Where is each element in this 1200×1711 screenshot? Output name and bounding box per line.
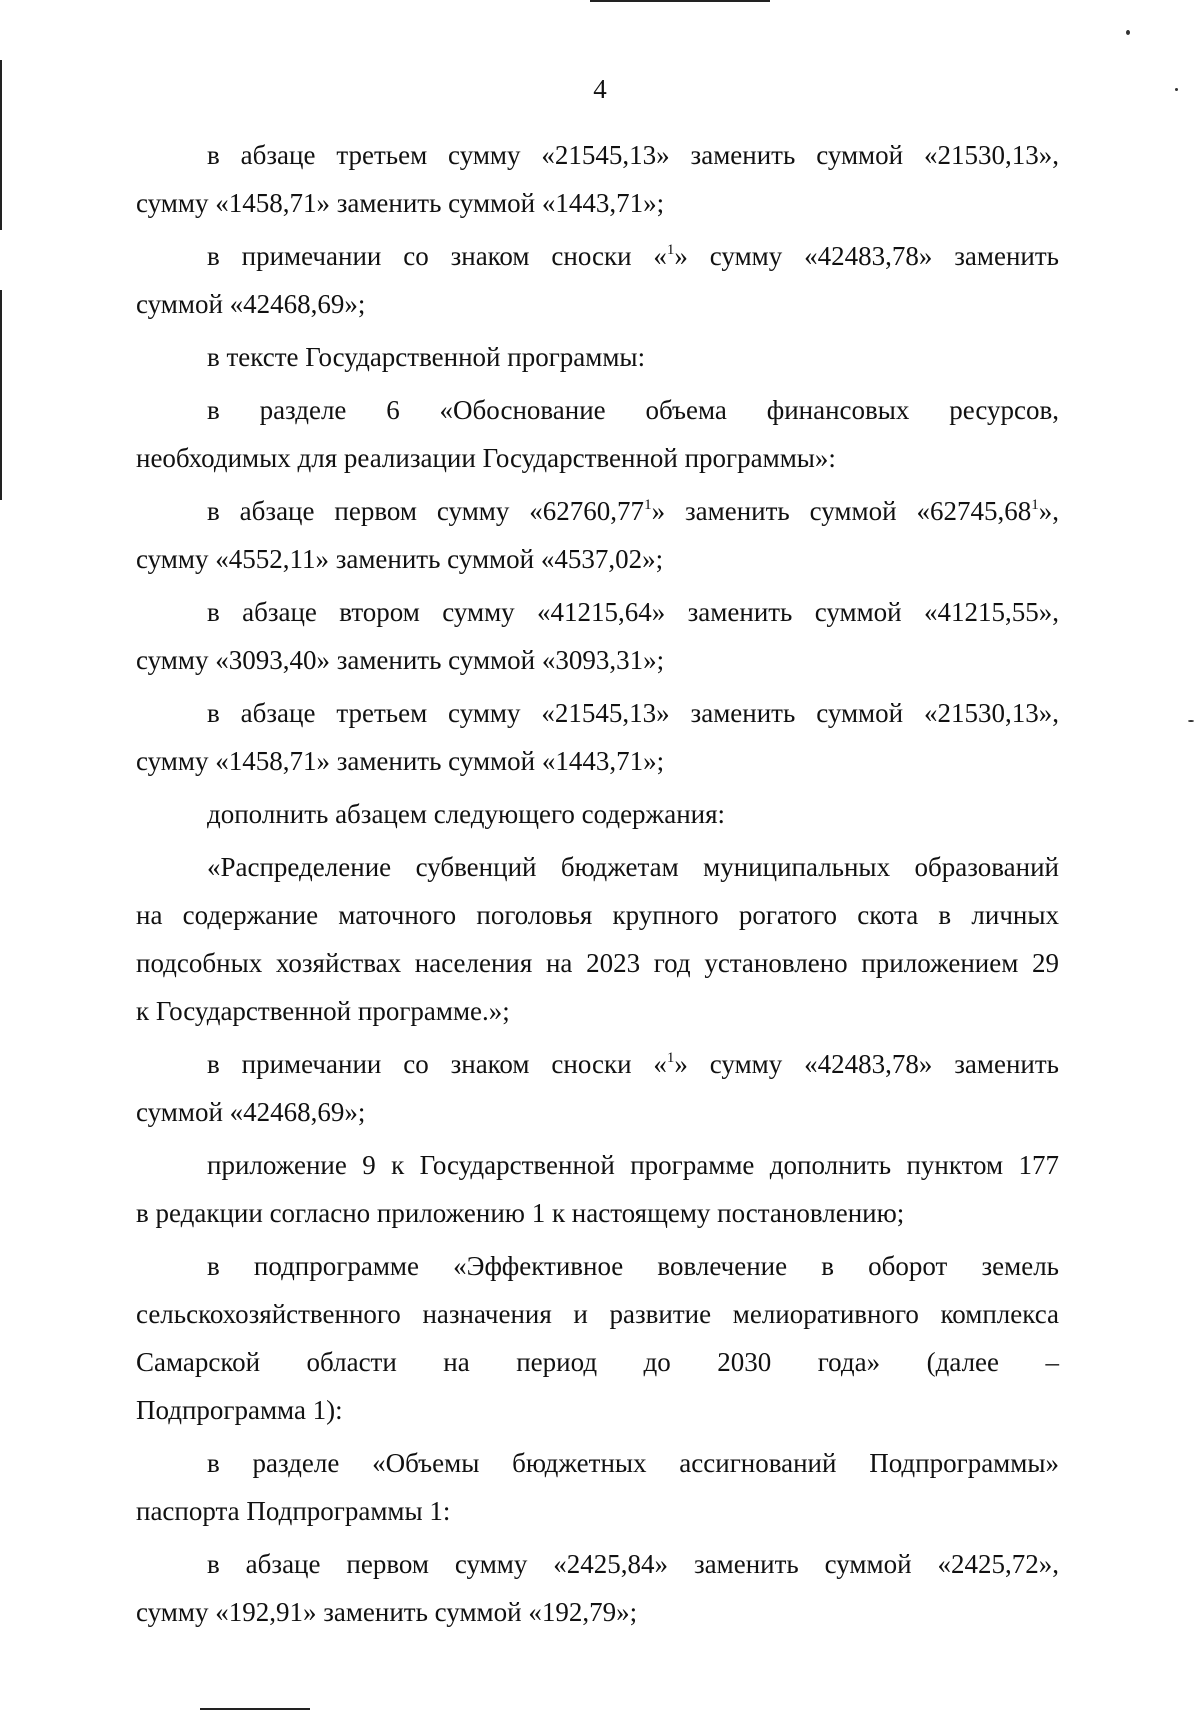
paragraph-line: в разделе «Объемы бюджетных ассигнований Подпрограммы» xyxy=(207,1448,1059,1478)
paragraph-line: в тексте Государственной программы: xyxy=(207,342,646,372)
paragraph-line: «Распределение субвенций бюджетам муниципальных образований xyxy=(207,852,1059,882)
paragraph-line: в редакции согласно приложению 1 к настоящему постановлению; xyxy=(136,1198,905,1228)
paragraph-line: сумму «1458,71» заменить суммой «1443,71»; xyxy=(136,746,665,776)
paragraph-line: в абзаце втором сумму «41215,64» заменить суммой «41215,55», xyxy=(207,597,1059,627)
paragraph-line: сумму «192,91» заменить суммой «192,79»; xyxy=(136,1597,638,1627)
paragraph-line: к Государственной программе.»; xyxy=(136,996,510,1026)
paragraph-line: суммой «42468,69»; xyxy=(136,1097,366,1127)
document-paragraph xyxy=(136,790,1059,838)
paragraph-line: приложение 9 к Государственной программе дополнить пунктом 177 xyxy=(207,1150,1059,1180)
document-paragraph xyxy=(136,333,1059,381)
paragraph-line: дополнить абзацем следующего содержания: xyxy=(207,799,726,829)
paragraph-line: в разделе 6 «Обоснование объема финансовых ресурсов, xyxy=(207,395,1059,425)
document-paragraph xyxy=(136,1040,1059,1136)
document-paragraph xyxy=(136,1242,1059,1434)
paragraph-line: подсобных хозяйствах населения на 2023 год установлено приложением 29 xyxy=(136,948,1059,978)
document-paragraph xyxy=(136,689,1059,785)
paragraph-line: в абзаце третьем сумму «21545,13» заменить суммой «21530,13», xyxy=(207,698,1059,728)
document-paragraph xyxy=(136,487,1059,583)
scan-speck xyxy=(1126,30,1130,35)
paragraph-line: сельскохозяйственного назначения и развитие мелиоративного комплекса xyxy=(136,1299,1059,1329)
footnote-mark: 1 xyxy=(666,1050,675,1066)
footnote-mark: 1 xyxy=(644,497,652,513)
paragraph-line: Подпрограмма 1): xyxy=(136,1395,343,1425)
footnote-mark: 1 xyxy=(666,242,675,258)
document-paragraph xyxy=(136,843,1059,1035)
footnote-mark: 1 xyxy=(1031,497,1039,513)
paragraph-line: на содержание маточного поголовья крупного рогатого скота в личных xyxy=(136,900,1059,930)
document-paragraph xyxy=(136,1141,1059,1237)
document-paragraph xyxy=(136,1540,1059,1636)
page-number: 4 xyxy=(593,74,607,104)
document-paragraph xyxy=(136,131,1059,227)
scan-artifact-bottom-line xyxy=(200,1708,310,1710)
paragraph-line: паспорта Подпрограммы 1: xyxy=(136,1496,451,1526)
document-body xyxy=(136,131,1059,1641)
paragraph-line: в абзаце третьем сумму «21545,13» заменить суммой «21530,13», xyxy=(207,140,1059,170)
paragraph-line: необходимых для реализации Государственной программы»: xyxy=(136,443,836,473)
document-paragraph xyxy=(136,588,1059,684)
paragraph-line: сумму «1458,71» заменить суммой «1443,71»; xyxy=(136,188,665,218)
document-paragraph xyxy=(136,232,1059,328)
paragraph-line: в примечании со знаком сноски «$^1$» сумму «42483,78» заменить xyxy=(207,241,1059,271)
paragraph-line: в примечании со знаком сноски «$^1$» сумму «42483,78» заменить xyxy=(207,1049,1059,1079)
scan-speck xyxy=(1188,720,1194,722)
paragraph-line: в абзаце первом сумму «62760,77$^1$» заменить суммой «62745,68$^1$», xyxy=(207,496,1059,526)
document-paragraph xyxy=(136,386,1059,482)
scan-artifact-top-line xyxy=(590,0,770,2)
paragraph-line: суммой «42468,69»; xyxy=(136,289,366,319)
paragraph-line: Самарской области на период до 2030 года» (далее – xyxy=(136,1347,1059,1377)
paragraph-line: сумму «3093,40» заменить суммой «3093,31»; xyxy=(136,645,665,675)
paragraph-line: сумму «4552,11» заменить суммой «4537,02»; xyxy=(136,544,664,574)
paragraph-line: в абзаце первом сумму «2425,84» заменить суммой «2425,72», xyxy=(207,1549,1059,1579)
document-paragraph xyxy=(136,1439,1059,1535)
scan-artifact-left-edge xyxy=(0,290,2,500)
paragraph-line: в подпрограмме «Эффективное вовлечение в оборот земель xyxy=(207,1251,1059,1281)
